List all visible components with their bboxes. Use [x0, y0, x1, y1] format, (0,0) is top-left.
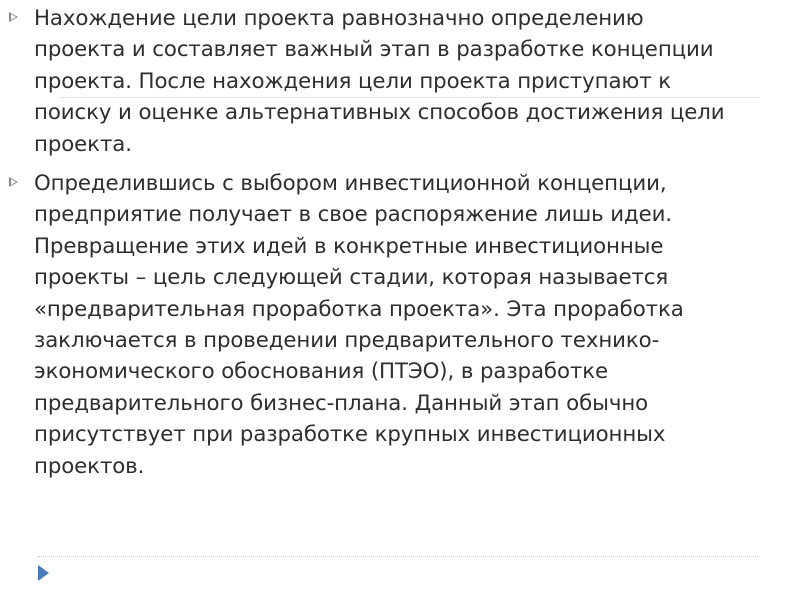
bullet-text: Нахождение цели проекта равнозначно определению проекта и составляет важный этап в разработке концепции проекта. После нахождения цели проекта приступают к поиску и оценке альтернативных способов достижения цели проекта.	[34, 6, 725, 157]
hollow-triangle-bullet-icon	[9, 12, 18, 22]
bullet-list	[0, 3, 800, 490]
hollow-triangle-bullet-icon	[9, 177, 18, 187]
bottom-divider	[38, 556, 760, 557]
bullet-text: Определившись с выбором инвестиционной концепции, предприятие получает в свое распоряжение лишь идеи. Превращение этих идей в конкретные инвестиционные проекты – цель следующей стадии, которая называется «предварительная проработка проекта». Эта проработка заключается в проведении предварительного технико- экономического обоснования (ПТЭО), в разработке предварительного бизнес-плана. Данный этап обычно присутствует при разработке крупных инвестиционных проектов.	[34, 171, 684, 479]
bullet-item-2	[0, 168, 800, 482]
bullet-item-1	[0, 3, 800, 160]
play-arrow-icon[interactable]	[38, 565, 49, 581]
